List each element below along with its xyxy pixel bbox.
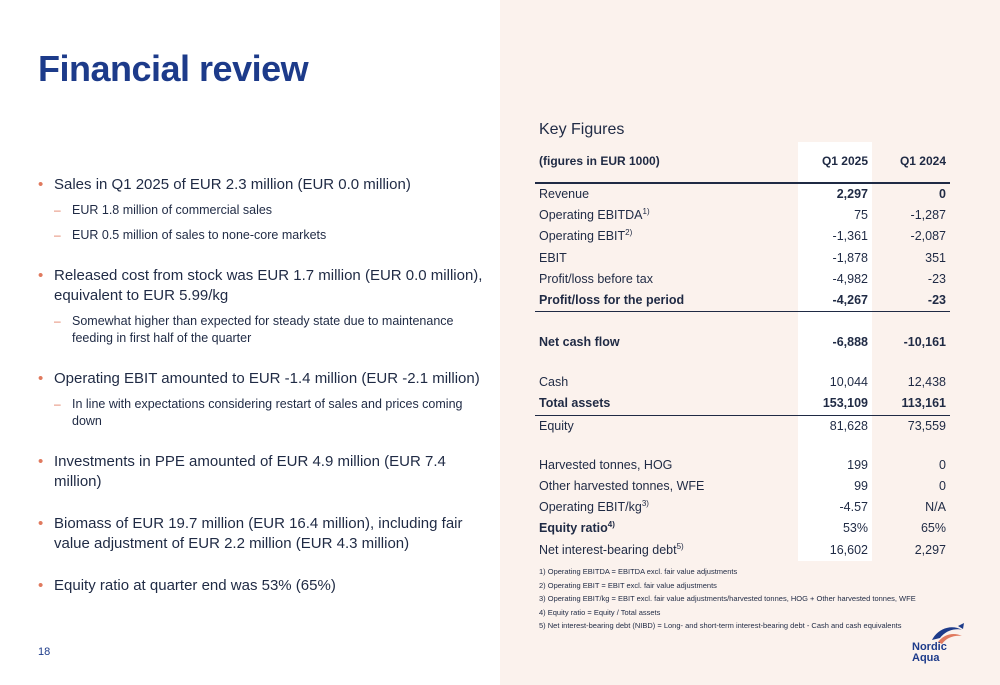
table-row bbox=[535, 497, 950, 518]
value-q1-2024: -2,087 bbox=[910, 229, 946, 244]
bullet-text: Sales in Q1 2025 of EUR 2.3 million (EUR 0.0 million) bbox=[54, 176, 411, 193]
subbullet-list bbox=[54, 396, 488, 430]
footnote-ref: 2) bbox=[625, 228, 633, 238]
footnote: 5) Net interest-bearing debt (NIBD) = Long- and short-term interest-bearing debt - Cash and cash equivalents bbox=[539, 621, 902, 630]
subbullet-text: EUR 0.5 million of sales to none-core markets bbox=[72, 228, 327, 242]
value-q1-2025: -1,361 bbox=[798, 226, 872, 247]
value-q1-2025: -4,267 bbox=[798, 290, 872, 312]
row-label: Harvested tonnes, HOG bbox=[539, 457, 673, 472]
bullet-text: Biomass of EUR 19.7 million (EUR 16.4 million), including fair value adjustment of EUR 2.2 million (EUR 4.3 million) bbox=[54, 515, 463, 552]
table-row bbox=[535, 455, 950, 476]
bullet-marker: • bbox=[38, 267, 44, 284]
value-q1-2025: 199 bbox=[798, 455, 872, 476]
value-q1-2024: 351 bbox=[925, 250, 946, 265]
spacer-row bbox=[535, 437, 950, 455]
footnote: 1) Operating EBITDA = EBITDA excl. fair value adjustments bbox=[539, 567, 738, 576]
table-row bbox=[535, 248, 950, 269]
value-q1-2025: 75 bbox=[798, 205, 872, 226]
subbullet-item bbox=[54, 396, 488, 430]
table-row bbox=[535, 393, 950, 415]
nordic-aqua-logo bbox=[906, 622, 966, 670]
value-q1-2024: 12,438 bbox=[907, 375, 946, 390]
value-q1-2025: 2,297 bbox=[798, 183, 872, 205]
value-q1-2024: 113,161 bbox=[872, 393, 950, 415]
row-label: Operating EBITDA$^{1)}$ bbox=[539, 207, 650, 223]
bullet-marker: • bbox=[38, 370, 44, 387]
row-label: Revenue bbox=[539, 187, 590, 201]
subbullet-marker: – bbox=[54, 397, 61, 411]
bullet-text: Operating EBIT amounted to EUR -1.4 million (EUR -2.1 million) bbox=[54, 370, 480, 387]
key-figures-table bbox=[535, 142, 950, 561]
column-header-q1-2025: Q1 2025 bbox=[798, 142, 872, 183]
subbullet-item bbox=[54, 202, 488, 219]
bullet-marker: • bbox=[38, 176, 44, 193]
bullet-item bbox=[38, 452, 488, 492]
subbullet-list bbox=[54, 313, 488, 347]
bullet-marker: • bbox=[38, 577, 44, 594]
logo-wordmark: Nordic Aqua bbox=[912, 641, 947, 664]
subbullet-marker: – bbox=[54, 203, 61, 217]
row-label: Other harvested tonnes, WFE bbox=[539, 479, 705, 494]
value-q1-2025: 99 bbox=[798, 476, 872, 497]
row-label: Equity ratio$^{4)}$ bbox=[539, 520, 615, 536]
value-q1-2024: 65% bbox=[920, 521, 946, 536]
bullet-marker: • bbox=[38, 453, 44, 470]
row-label: Total assets bbox=[535, 393, 798, 415]
bullet-item bbox=[38, 576, 488, 596]
row-label: Profit/loss for the period bbox=[535, 290, 798, 312]
value-q1-2024: 0 bbox=[939, 187, 946, 201]
key-figures-title: Key Figures bbox=[539, 121, 625, 138]
table-header-row bbox=[535, 142, 950, 183]
subbullet-text: EUR 1.8 million of commercial sales bbox=[72, 203, 273, 217]
value-q1-2025: -1,878 bbox=[798, 248, 872, 269]
value-q1-2025: -4.57 bbox=[798, 497, 872, 518]
table-row bbox=[535, 290, 950, 312]
row-label: Operating EBIT/$kg^{3)}$ bbox=[539, 499, 649, 515]
bullet-item bbox=[38, 369, 488, 430]
table-row bbox=[535, 330, 950, 354]
footnote-ref: 4) bbox=[607, 520, 615, 530]
table-row bbox=[535, 205, 950, 226]
bullet-text: Released cost from stock was EUR 1.7 million (EUR 0.0 million), equivalent to EUR 5.99/kg bbox=[54, 267, 483, 304]
subbullet-marker: – bbox=[54, 314, 61, 328]
footnote: 2) Operating EBIT = EBIT excl. fair value adjustments bbox=[539, 580, 717, 590]
subbullet-text: In line with expectations considering restart of sales and prices coming down bbox=[72, 397, 463, 428]
bullet-list bbox=[38, 175, 488, 618]
table-row bbox=[535, 476, 950, 497]
column-header-q1-2024: Q1 2024 bbox=[872, 142, 950, 183]
table-row bbox=[535, 226, 950, 247]
value-q1-2024: 2,297 bbox=[914, 542, 946, 557]
bullet-item bbox=[38, 514, 488, 554]
row-label: Profit/loss before tax bbox=[539, 271, 653, 286]
page-title: Financial review bbox=[38, 48, 309, 89]
value-q1-2024: 0 bbox=[939, 457, 946, 472]
value-q1-2025: 16,602 bbox=[798, 540, 872, 561]
table-row bbox=[535, 518, 950, 539]
row-label: EBIT bbox=[539, 250, 567, 265]
subbullet-text: Somewhat higher than expected for steady state due to maintenance feeding in first half of the quarter bbox=[72, 314, 454, 345]
value-q1-2024: -23 bbox=[927, 271, 946, 286]
value-q1-2024: N/A bbox=[925, 500, 946, 515]
value-q1-2024: -23 bbox=[872, 290, 950, 312]
row-label: Operating EBIT$^{2)}$ bbox=[539, 228, 633, 244]
footnote-ref: 5) bbox=[676, 541, 684, 551]
subbullet-item bbox=[54, 313, 488, 347]
bullet-item bbox=[38, 175, 488, 244]
row-label: Net cash flow bbox=[539, 334, 620, 349]
bullet-marker: • bbox=[38, 515, 44, 532]
value-q1-2024: -1,287 bbox=[910, 208, 946, 223]
column-header-label: (figures in EUR 1000) bbox=[535, 142, 798, 183]
subbullet-list bbox=[54, 202, 488, 244]
value-q1-2025: 10,044 bbox=[798, 372, 872, 393]
spacer-row bbox=[535, 312, 950, 331]
page-number: 18 bbox=[38, 646, 51, 658]
bullet-text: Investments in PPE amounted of EUR 4.9 million (EUR 7.4 million) bbox=[54, 453, 446, 490]
bullet-item bbox=[38, 266, 488, 347]
bullet-text: Equity ratio at quarter end was 53% (65%) bbox=[54, 577, 336, 594]
value-q1-2025: 81,628 bbox=[798, 415, 872, 437]
footnote-list bbox=[539, 565, 939, 633]
table-row bbox=[535, 540, 950, 561]
value-q1-2024: -10,161 bbox=[903, 334, 946, 349]
value-q1-2024: 0 bbox=[939, 479, 946, 494]
row-label: Cash bbox=[539, 375, 569, 390]
footnote: 3) Operating EBIT/kg = EBIT excl. fair value adjustments/harvested tonnes, HOG + Other harvested tonnes, WFE bbox=[539, 594, 916, 603]
value-q1-2025: 153,109 bbox=[798, 393, 872, 415]
value-q1-2025: -6,888 bbox=[798, 330, 872, 354]
subbullet-item bbox=[54, 227, 488, 244]
row-label: Net interest-bearing debt$^{5)}$ bbox=[539, 541, 684, 557]
spacer-row bbox=[535, 354, 950, 372]
table-row bbox=[535, 269, 950, 290]
table-row bbox=[535, 183, 950, 205]
row-label: Equity bbox=[539, 418, 574, 433]
footnote-ref: 1) bbox=[642, 207, 650, 217]
table-row bbox=[535, 372, 950, 393]
value-q1-2024: 73,559 bbox=[907, 418, 946, 433]
footnote: 4) Equity ratio = Equity / Total assets bbox=[539, 607, 661, 617]
value-q1-2025: -4,982 bbox=[798, 269, 872, 290]
subbullet-marker: – bbox=[54, 228, 61, 242]
value-q1-2025: 53% bbox=[798, 518, 872, 539]
footnote-ref: 3) bbox=[641, 499, 649, 509]
table-row bbox=[535, 415, 950, 437]
